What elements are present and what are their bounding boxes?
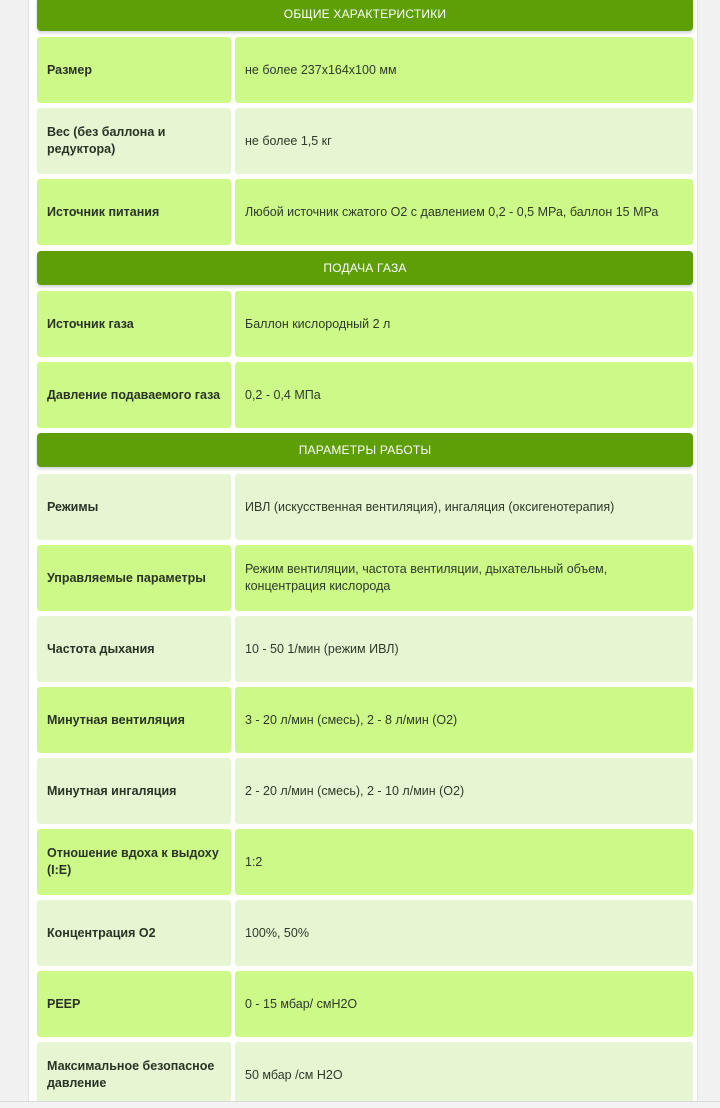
section-header-gas-supply [37, 251, 693, 285]
section-title: ПАРАМЕТРЫ РАБОТЫ [298, 443, 432, 457]
table-row-minute-ventilation [37, 687, 693, 753]
table-row-weight [37, 108, 693, 174]
row-label: Минутная вентиляция [37, 687, 231, 753]
table-row-size [37, 37, 693, 103]
row-value: не более 237х164х100 мм [235, 37, 693, 103]
row-label: Концентрация О2 [37, 900, 231, 966]
right-margin [697, 0, 720, 1108]
table-row-ie-ratio [37, 829, 693, 895]
row-label: Частота дыхания [37, 616, 231, 682]
table-row-max-safe-pressure [37, 1042, 693, 1108]
row-label: Минутная ингаляция [37, 758, 231, 824]
row-label: PEEP [37, 971, 231, 1037]
row-value: 3 - 20 л/мин (смесь), 2 - 8 л/мин (О2) [235, 687, 693, 753]
row-value: 10 - 50 1/мин (режим ИВЛ) [235, 616, 693, 682]
table-row-minute-inhalation [37, 758, 693, 824]
table-row-peep [37, 971, 693, 1037]
table-row-power-source [37, 179, 693, 245]
row-value: ИВЛ (искусственная вентиляция), ингаляция (оксигенотерапия) [235, 474, 693, 540]
row-label: Вес (без баллона и редуктора) [37, 108, 231, 174]
section-header-general [37, 0, 693, 31]
table-row-breathing-rate [37, 616, 693, 682]
row-value: 0,2 - 0,4 МПа [235, 362, 693, 428]
row-value: 0 - 15 мбар/ смН2О [235, 971, 693, 1037]
row-label: Максимальное безопасное давление [37, 1042, 231, 1108]
row-value: 2 - 20 л/мин (смесь), 2 - 10 л/мин (О2) [235, 758, 693, 824]
section-title: ПОДАЧА ГАЗА [323, 261, 407, 275]
section-header-operating-params [37, 433, 693, 467]
row-label: Режимы [37, 474, 231, 540]
table-row-o2-concentration [37, 900, 693, 966]
section-title: ОБЩИЕ ХАРАКТЕРИСТИКИ [283, 7, 447, 21]
row-label: Давление подаваемого газа [37, 362, 231, 428]
table-row-gas-source [37, 291, 693, 357]
table-row-gas-pressure [37, 362, 693, 428]
row-label: Отношение вдоха к выдоху (I:E) [37, 829, 231, 895]
row-value: Баллон кислородный 2 л [235, 291, 693, 357]
row-value: Любой источник сжатого О2 с давлением 0,2 - 0,5 МРа, баллон 15 МРа [235, 179, 693, 245]
row-value: 100%, 50% [235, 900, 693, 966]
bottom-edge [0, 1101, 720, 1108]
row-value: 50 мбар /см Н2О [235, 1042, 693, 1108]
row-value: 1:2 [235, 829, 693, 895]
table-row-controlled-params [37, 545, 693, 611]
row-label: Размер [37, 37, 231, 103]
row-value: не более 1,5 кг [235, 108, 693, 174]
row-label: Управляемые параметры [37, 545, 231, 611]
row-label: Источник газа [37, 291, 231, 357]
row-value: Режим вентиляции, частота вентиляции, дыхательный объем, концентрация кислорода [235, 545, 693, 611]
row-label: Источник питания [37, 179, 231, 245]
table-row-modes [37, 474, 693, 540]
left-margin [0, 0, 29, 1108]
